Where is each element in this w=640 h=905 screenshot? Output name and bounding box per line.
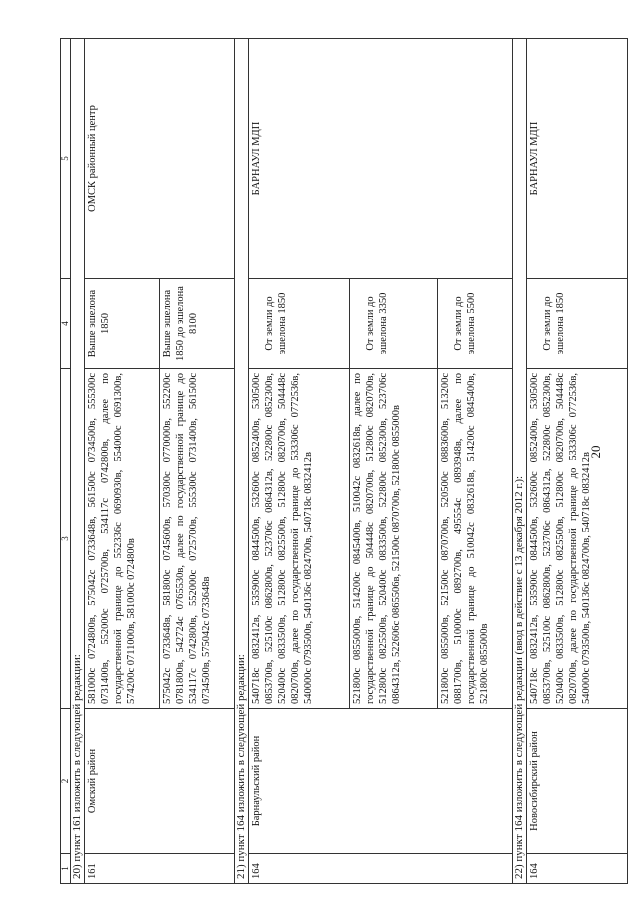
coordinates-cell: 581000с 0724800в, 575042с 0733648в, 561500с 0734500в, 555300с 0731400в, 552000с 0725700в, 534117с 0742800в, далее по государственной границе до 552336с 0690930в, 554000с 0691300в, 574200с 0711000в, 581000с 0724800в xyxy=(85,369,160,709)
section-title: 21) пункт 164 изложить в следующей редакции: xyxy=(235,39,249,884)
altitude-cell: Выше эшелона 1850 до эшелона 8100 xyxy=(160,279,235,369)
coordinates-cell: 540718с 0832412в, 535900с 0844500в, 532600с 0852400в, 530500с 0853700в, 525100с 0862800в, 523706с 0864312в, 522800с 0852300в, 520400с 0833500в, 512800с 0825500в, 512800с 0820700в, 504448с 0820700в, далее по государственной границе до 533306с 0772536в, 540000с 0793500в, 540136с 0824700в, 540718с 0832412в xyxy=(527,369,628,709)
section-title-row xyxy=(235,39,249,884)
section-title-row xyxy=(71,39,85,884)
table-row xyxy=(249,39,350,884)
header-col-2: 2 xyxy=(61,709,71,854)
item-number: 164 xyxy=(249,854,513,884)
header-col-1: 1 xyxy=(61,854,71,884)
header-row xyxy=(61,39,71,884)
control-center: ОМСК районный центр xyxy=(85,39,235,279)
coordinates-cell: 521800с 0855000в, 521500с 0870700в, 520500с 0883600в, 513200с 0881700в, 510000с 0892700в, 495554с 0893948в, далее по государственной границе до 510042с 0832618в, 514200с 0845400в, 521800с 0855000в xyxy=(438,369,513,709)
altitude-cell: От земли до эшелона 5500 xyxy=(438,279,513,369)
district-name: Омский район xyxy=(85,709,235,854)
coordinates-cell: 521800с 0855000в, 514200с 0845400в, 510042с 0832618в, далее по государственной границе до 504448с 0820700в, 512800с 0820700в, 512800с 0825500в, 520400с 0833500в, 522800с 0852300в, 523706с 0864312в, 522606с 0865506в, 521500с 0870700в, 521800с 0855000в xyxy=(350,369,438,709)
coordinates-cell: 540718с 0832412в, 535900с 0844500в, 532600с 0852400в, 530500с 0853700в, 525100с 0862800в, 523706с 0864312в, 522800с 0852300в, 520400с 0833500в, 512800с 0825500в, 512800с 0820700в, 504448с 0820700в, далее по государственной границе до 533306с 0772536в, 540000с 0793500в, 540136с 0824700в, 540718с 0832412в xyxy=(249,369,350,709)
altitude-cell: От земли до эшелона 1850 xyxy=(527,279,628,369)
altitude-cell: От земли до эшелона 3350 xyxy=(350,279,438,369)
district-name: Новосибирский район xyxy=(527,709,628,854)
altitude-cell: Выше эшелона 1850 xyxy=(85,279,160,369)
section-title: 20) пункт 161 изложить в следующей редакции: xyxy=(71,39,85,884)
rotated-table-container xyxy=(60,39,592,884)
header-col-4: 4 xyxy=(61,279,71,369)
page-number: 20 xyxy=(588,445,603,459)
item-number: 164 xyxy=(527,854,628,884)
coordinates-cell: 575042с 0733648в, 581800с 0745600в, 570300с 0770000в, 552200с 0781800в, 542724с 0765530в, далее по государственной границе до 534117с 0742800в, 552000с 0725700в, 555300с 0731400в, 561500с 0734500в, 575042с 0733648в xyxy=(160,369,235,709)
altitude-cell: От земли до эшелона 1850 xyxy=(249,279,350,369)
section-title: 22) пункт 164 изложить в следующей редакции (ввод в действие с 13 декабря 2012 г.): xyxy=(513,39,527,884)
control-center: БАРНАУЛ МДП xyxy=(249,39,513,279)
section-title-row xyxy=(513,39,527,884)
header-col-3: 3 xyxy=(61,369,71,709)
table-row xyxy=(527,39,628,884)
control-center: БАРНАУЛ МДП xyxy=(527,39,628,279)
header-col-5: 5 xyxy=(61,39,71,279)
item-number: 161 xyxy=(85,854,235,884)
district-name: Барнаульский район xyxy=(249,709,513,854)
table-row xyxy=(85,39,160,884)
airspace-table xyxy=(60,38,628,884)
